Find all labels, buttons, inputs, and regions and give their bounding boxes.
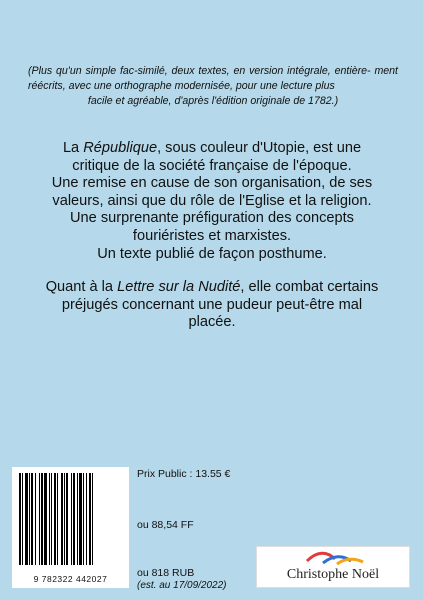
blurb-text: Quant à la (45, 279, 118, 296)
blurb-line-1 (30, 140, 394, 158)
paragraph-gap (30, 263, 394, 279)
blurb-line-3: Une remise en cause de son organisation, de ses (51, 175, 373, 192)
publisher-logo (256, 546, 410, 588)
note-line-1: (Plus qu'un simple fac-similé, deux textes, en version intégrale, entière- (28, 65, 371, 77)
blurb-text: , elle combat certains (240, 279, 379, 296)
blurb-line-4: valeurs, ainsi que du rôle de l'Eglise et la religion. (52, 192, 372, 209)
edition-note (28, 64, 398, 109)
isbn-barcode (12, 467, 129, 588)
blurb-line-10: placée. (188, 314, 236, 331)
swoosh-icon (305, 549, 365, 567)
blurb-line-2: critique de la société française de l'époque. (72, 157, 352, 174)
blurb-text: , sous couleur d'Utopie, est une (157, 140, 362, 156)
isbn-number: 9 782322 442027 (33, 574, 108, 584)
back-cover-blurb (30, 140, 394, 332)
note-line-3: facile et agréable, d'après l'édition originale de 1782.) (87, 95, 339, 107)
blurb-line-5: Une surprenante préfiguration des concepts (70, 210, 354, 227)
blurb-text: La (62, 140, 84, 156)
blurb-line-9: préjugés concernant une pudeur peut-être mal (61, 296, 363, 313)
price-estimate-date: (est. au 17/09/2022) (137, 580, 227, 591)
blurb-line-6: fouriéristes et marxistes. (132, 227, 292, 244)
price-public: Prix Public : 13.55 € (137, 468, 231, 480)
price-ff: ou 88,54 FF (137, 519, 194, 531)
barcode-bars (19, 473, 122, 565)
blurb-line-8 (30, 279, 394, 297)
note-line-2: ment réécrits, avec une orthographe modernisée, pour une lecture plus (28, 65, 398, 92)
blurb-line-7: Un texte publié de façon posthume. (97, 245, 327, 262)
publisher-name: Christophe Noël (286, 567, 380, 582)
price-rub: ou 818 RUB (137, 567, 195, 579)
book-title-lettre: Lettre sur la Nudité (117, 279, 241, 296)
book-title-republique: République (83, 140, 158, 156)
